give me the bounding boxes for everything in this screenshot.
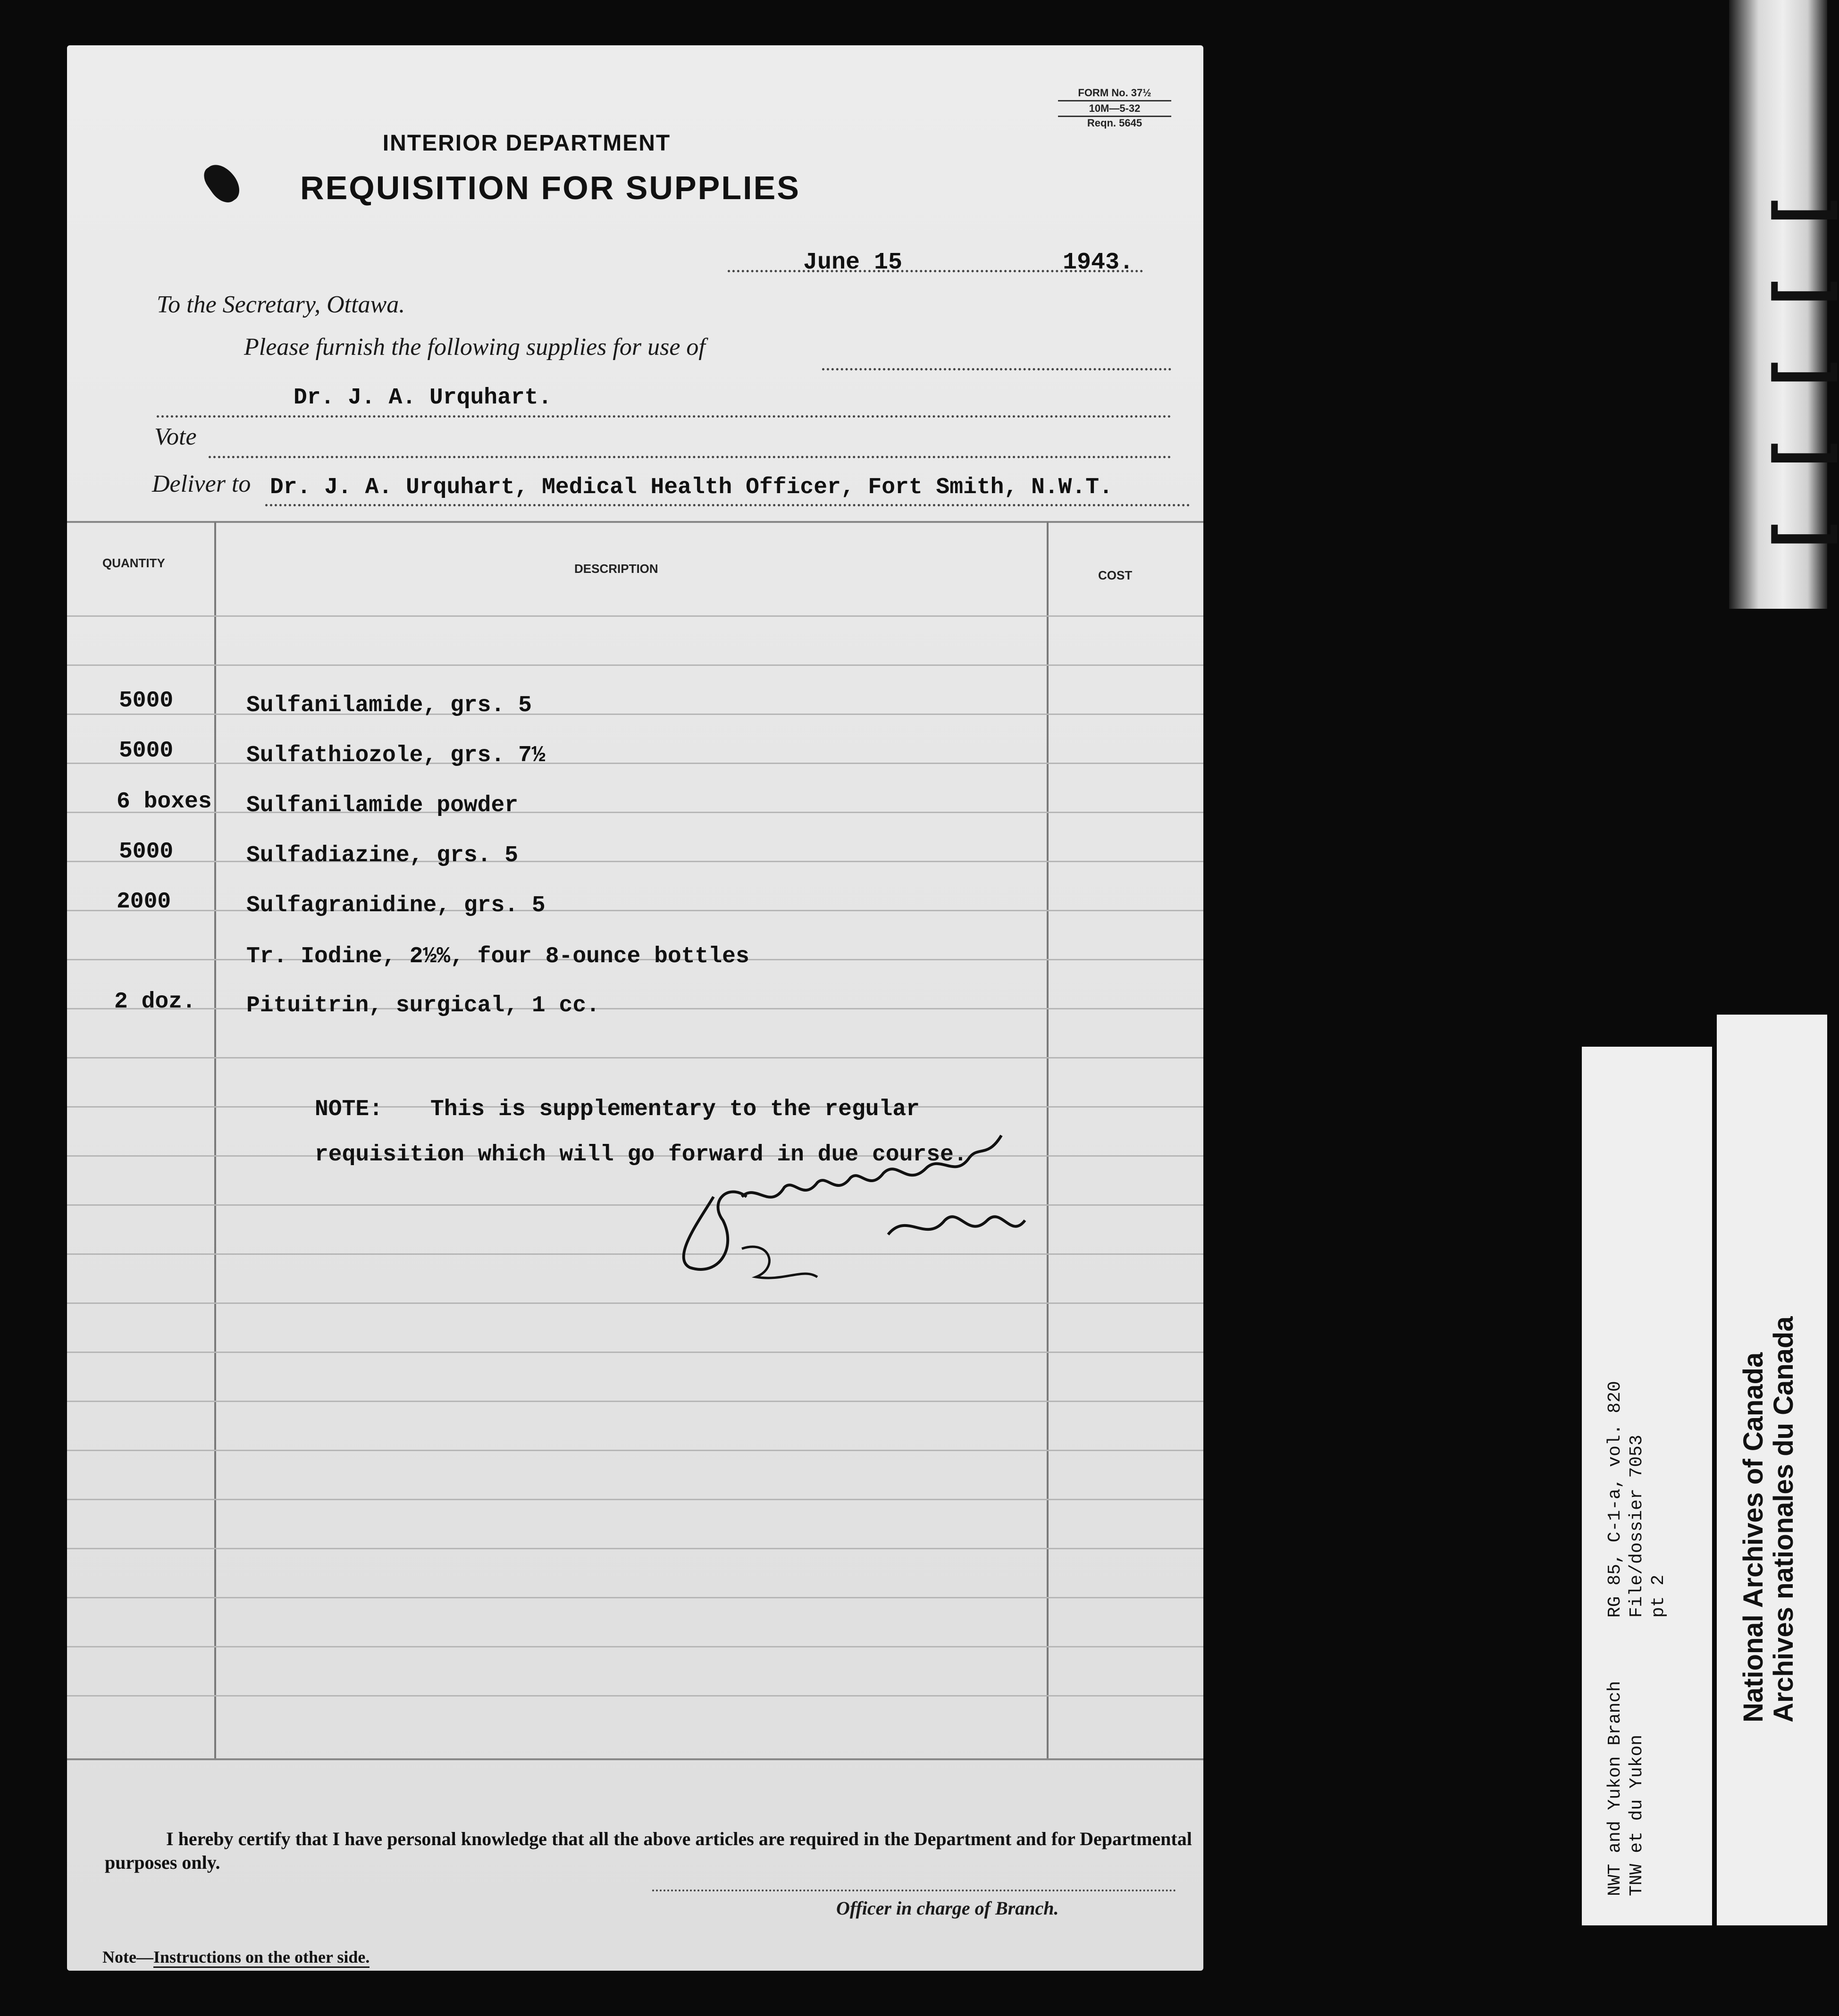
quantity-column-divider (214, 522, 216, 1758)
quantity-header: QUANTITY (102, 556, 165, 570)
table-row-description: Tr. Iodine, 2½%, four 8-ounce bottles (246, 944, 749, 969)
branch-reference (1604, 1681, 1648, 1896)
table-row-quantity: 5000 (119, 688, 174, 714)
branch-line-1: NWT and Yukon Branch (1605, 1680, 1625, 1896)
archives-label-card (1717, 1015, 1827, 1925)
vote-line (209, 456, 1171, 458)
department-heading: INTERIOR DEPARTMENT (382, 131, 671, 156)
deliver-line (265, 504, 1190, 506)
fonds-line-3: pt 2 (1648, 1574, 1669, 1618)
ruled-line (67, 1646, 1203, 1647)
archives-name (1738, 1316, 1799, 1722)
ruled-line (67, 1352, 1203, 1353)
branch-line-2: TNW et du Yukon (1627, 1734, 1647, 1896)
ruled-line (67, 1450, 1203, 1451)
signature-handwritten (662, 1126, 1030, 1282)
officer-label: Officer in charge of Branch. (836, 1898, 1059, 1919)
ruled-line (67, 1597, 1203, 1598)
ruled-line (67, 1695, 1203, 1697)
officer-signature-line (652, 1890, 1176, 1891)
form-print-run: 10M—5-32 (1058, 101, 1171, 117)
date-month-day: June 15 (803, 249, 903, 276)
table-row-quantity: 6 boxes (117, 789, 212, 815)
ruled-line (67, 1548, 1203, 1549)
ruled-line (67, 1401, 1203, 1402)
ruled-line (67, 664, 1203, 666)
ruled-line (67, 910, 1203, 911)
form-reqn: Reqn. 5645 (1087, 117, 1142, 129)
archives-name-fr: Archives nationales du Canada (1768, 1316, 1799, 1722)
footer-note (102, 1947, 369, 1967)
table-row-description: Sulfathiozole, grs. 7½ (246, 743, 546, 768)
ruled-line (67, 615, 1203, 617)
ruled-line (67, 812, 1203, 813)
table-row-quantity: 5000 (119, 738, 174, 764)
table-row-description: Sulfanilamide, grs. 5 (246, 693, 532, 718)
ruled-line (67, 1253, 1203, 1255)
archives-name-en: National Archives of Canada (1738, 1352, 1769, 1722)
table-row-description: Sulfanilamide powder (246, 793, 519, 818)
ruled-line (67, 1302, 1203, 1304)
table-row-quantity: 2000 (117, 889, 171, 915)
note-line-2: requisition which will go forward in due course. (315, 1142, 967, 1168)
vote-label: Vote (154, 423, 197, 450)
ruled-line (67, 1008, 1203, 1009)
table-row-description: Sulfagranidine, grs. 5 (246, 893, 546, 918)
fonds-reference (1604, 1381, 1670, 1618)
cost-column-divider (1047, 522, 1049, 1758)
ruled-line (67, 1057, 1203, 1058)
fonds-label-card (1582, 1047, 1712, 1925)
footer-note-text: Instructions on the other side. (153, 1948, 369, 1968)
ruled-line (67, 861, 1203, 862)
ruled-line (67, 714, 1203, 715)
form-no: FORM No. 37½ (1058, 87, 1171, 101)
fonds-line-2: File/dossier 7053 (1627, 1435, 1647, 1618)
note-line-1: This is supplementary to the regular (430, 1097, 920, 1122)
fonds-line-1: RG 85, C-1-a, vol. 820 (1605, 1381, 1625, 1618)
frame-marks: [ [ [ [ [ (1758, 181, 1838, 547)
to-secretary: To the Secretary, Ottawa. (157, 291, 405, 318)
table-top-rule (67, 521, 1203, 523)
requisition-form (67, 45, 1203, 1971)
table-row-description: Pituitrin, surgical, 1 cc. (246, 993, 600, 1018)
ruled-line (67, 1204, 1203, 1206)
furnish-line (822, 368, 1171, 370)
ruled-line (67, 1758, 1203, 1760)
table-row-quantity: 2 doz. (114, 989, 196, 1015)
table-row-quantity: 5000 (119, 839, 174, 865)
cost-header: COST (1098, 568, 1133, 582)
certify-statement: I hereby certify that I have personal knowledge that all the above articles are required in the Department and for Departmental purposes only. (105, 1828, 1192, 1873)
date-year: 1943. (1063, 249, 1134, 276)
table-row-description: Sulfadiazine, grs. 5 (246, 843, 519, 868)
form-number (1058, 87, 1171, 129)
form-title: REQUISITION FOR SUPPLIES (300, 169, 800, 206)
film-frame-strip (1729, 0, 1838, 609)
deliver-value: Dr. J. A. Urquhart, Medical Health Officer, Fort Smith, N.W.T. (270, 475, 1113, 500)
recipient-name: Dr. J. A. Urquhart. (294, 385, 552, 411)
footer-note-prefix: Note— (102, 1948, 153, 1966)
furnish-label: Please furnish the following supplies for use of (244, 334, 705, 361)
deliver-label: Deliver to (152, 470, 251, 497)
recipient-line (157, 415, 1171, 418)
ruled-line (67, 763, 1203, 764)
note-label: NOTE: (315, 1097, 383, 1122)
ruled-line (67, 1499, 1203, 1500)
description-header: DESCRIPTION (574, 562, 658, 576)
